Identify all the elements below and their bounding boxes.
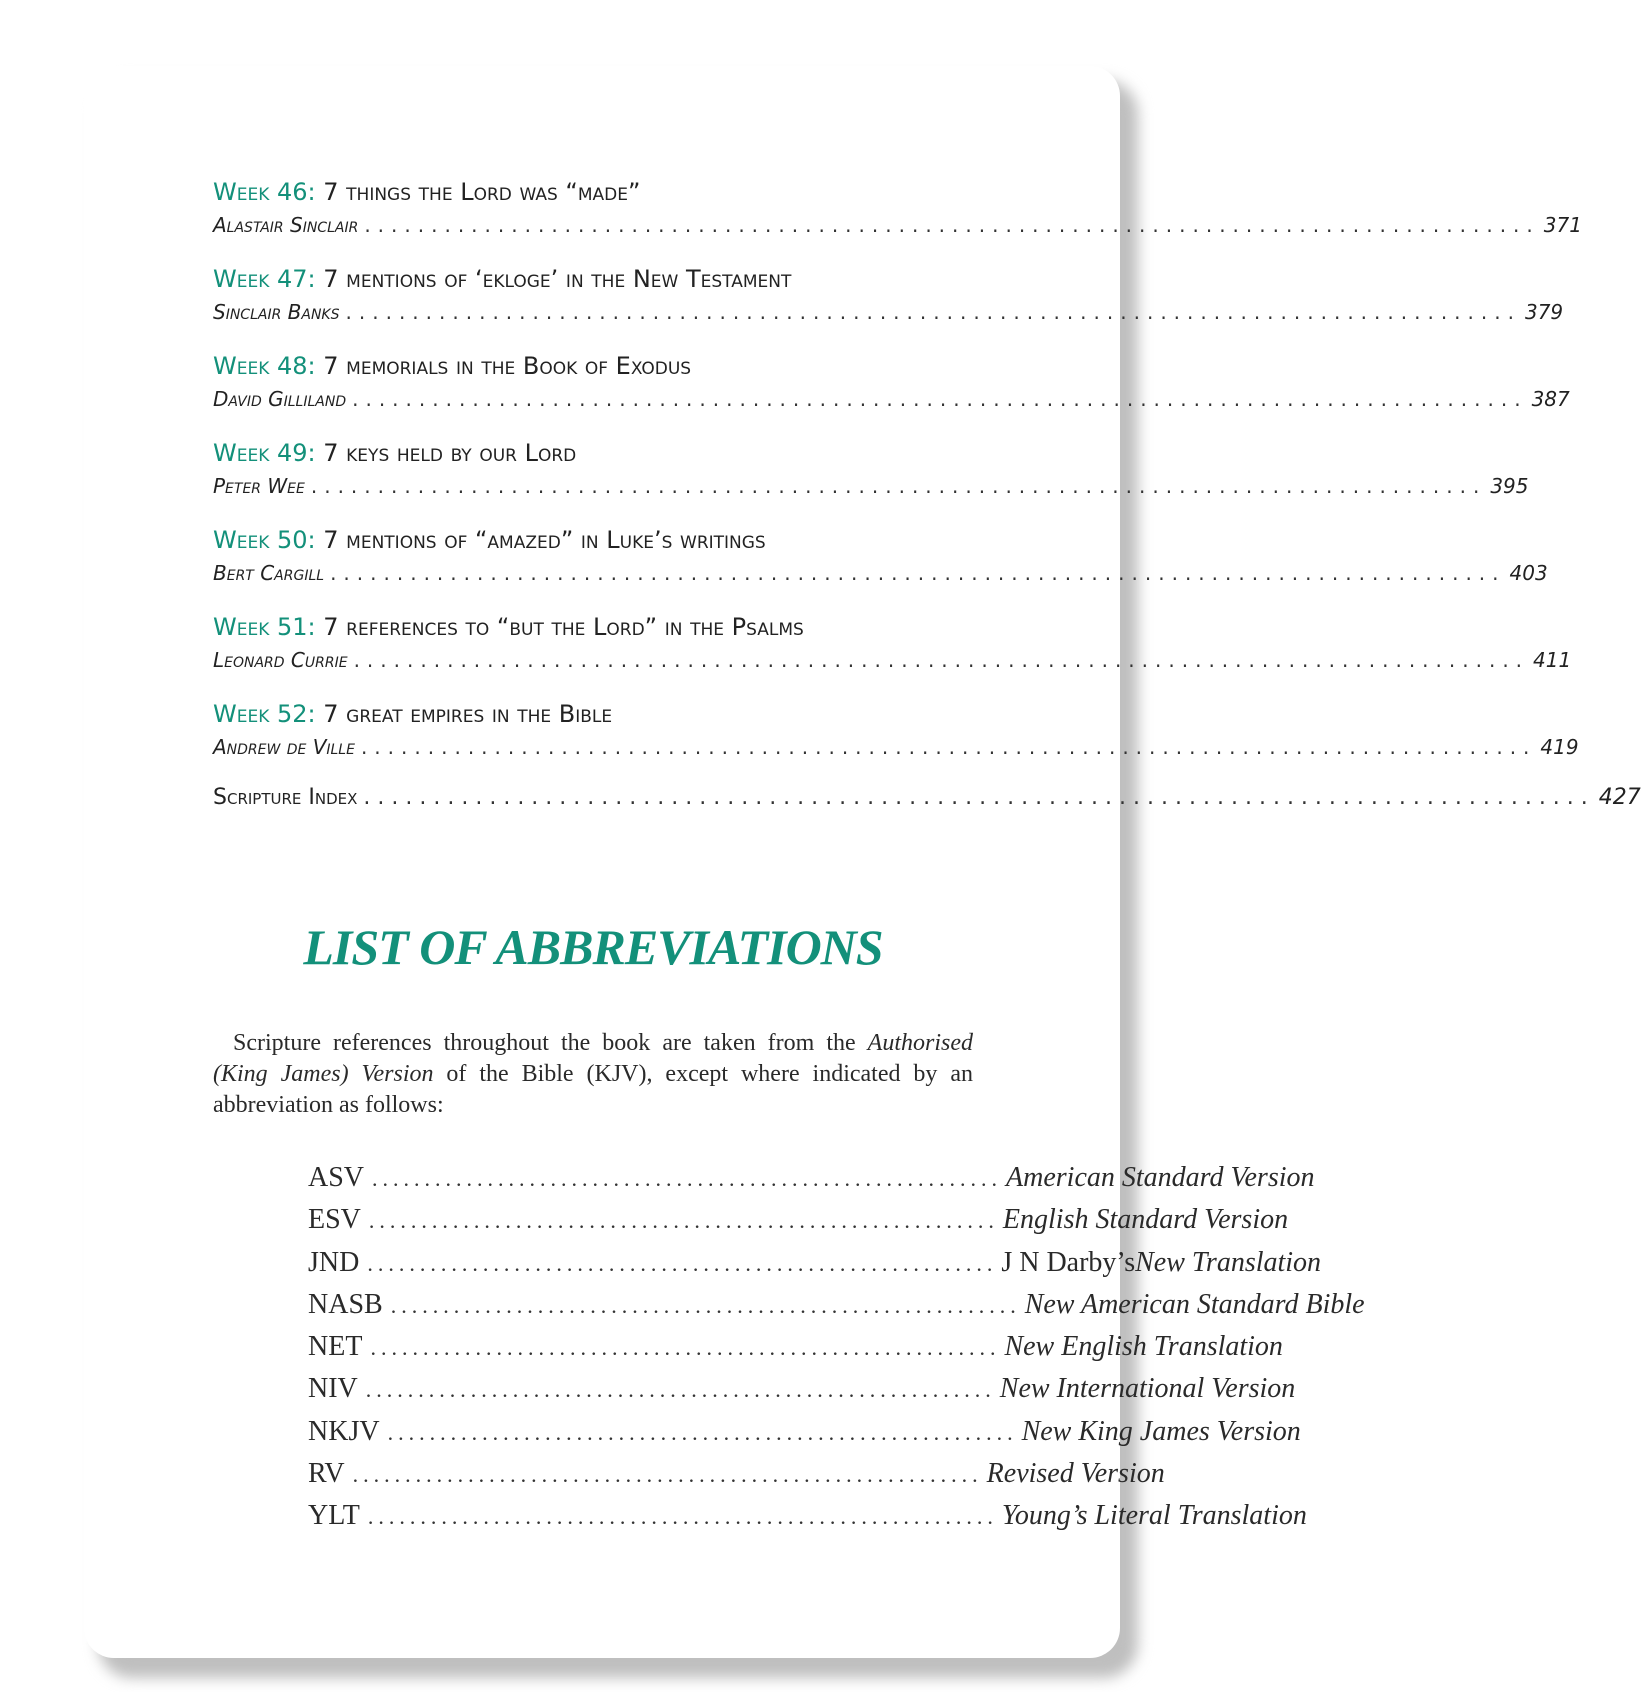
abbreviation-row bbox=[308, 1373, 1296, 1415]
abbreviation-code: ESV bbox=[308, 1204, 361, 1236]
abbreviation-name: New King James Version bbox=[1021, 1415, 1301, 1447]
toc-author-line bbox=[213, 471, 1529, 501]
week-title: 7 things the Lord was “made” bbox=[323, 178, 641, 206]
abbreviation-name: Revised Version bbox=[986, 1458, 1165, 1490]
page-number: 411 bbox=[1533, 648, 1572, 672]
toc-entry bbox=[213, 350, 1570, 414]
abbreviations-heading: LIST OF ABBREVIATIONS bbox=[303, 919, 883, 975]
abbreviation-row bbox=[308, 1162, 1315, 1204]
abbreviation-code: NET bbox=[308, 1331, 363, 1363]
table-of-contents bbox=[213, 176, 1641, 813]
abbreviations-intro bbox=[213, 1028, 973, 1121]
page-number: 371 bbox=[1543, 213, 1582, 237]
toc-entry bbox=[213, 263, 1564, 327]
abbreviation-name: New Translation bbox=[1135, 1246, 1322, 1278]
page-number: 419 bbox=[1540, 735, 1579, 759]
abbreviation-code: RV bbox=[308, 1458, 345, 1490]
week-label: Week 48: bbox=[213, 352, 316, 380]
page-number: 387 bbox=[1531, 387, 1570, 411]
week-label: Week 47: bbox=[213, 265, 316, 293]
abbreviation-row bbox=[308, 1288, 1365, 1331]
toc-author-line bbox=[213, 297, 1564, 327]
abbreviation-row bbox=[308, 1500, 1307, 1542]
abbreviation-code: NASB bbox=[308, 1288, 383, 1320]
week-title: 7 mentions of “amazed” in Luke’s writings bbox=[323, 526, 766, 554]
abbreviation-row bbox=[308, 1415, 1301, 1458]
abbreviation-row bbox=[308, 1331, 1283, 1373]
author-name: Peter Wee bbox=[213, 474, 305, 498]
toc-entry bbox=[213, 611, 1572, 675]
abbreviation-name: English Standard Version bbox=[1002, 1204, 1289, 1236]
toc-entry bbox=[213, 524, 1548, 588]
dot-leader: ........................................................................................ bbox=[345, 300, 1521, 324]
week-title: 7 memorials in the Book of Exodus bbox=[323, 352, 692, 380]
week-label: Week 50: bbox=[213, 526, 316, 554]
week-title: 7 great empires in the Bible bbox=[323, 700, 613, 728]
abbreviation-code: NIV bbox=[308, 1373, 358, 1405]
author-name: Sinclair Banks bbox=[213, 300, 340, 324]
abbreviation-name: New English Translation bbox=[1004, 1331, 1283, 1363]
toc-week-line bbox=[213, 263, 973, 297]
abbreviation-name: New International Version bbox=[999, 1373, 1296, 1405]
abbreviation-row bbox=[308, 1246, 1322, 1289]
dot-leader: ............................................................ bbox=[352, 1462, 983, 1488]
toc-week-line bbox=[213, 176, 973, 210]
dot-leader: ............................................................ bbox=[372, 1166, 1003, 1191]
author-name: Alastair Sinclair bbox=[213, 213, 359, 237]
toc-entry bbox=[213, 698, 1579, 762]
abbreviation-name: American Standard Version bbox=[1006, 1162, 1315, 1193]
author-name: David Gilliland bbox=[213, 387, 347, 411]
abbreviation-row bbox=[308, 1204, 1289, 1246]
dot-leader: ........................................................................................ bbox=[363, 785, 1595, 810]
abbreviation-list bbox=[308, 1162, 1365, 1543]
week-title: 7 references to “but the Lord” in the Psalms bbox=[323, 613, 804, 641]
toc-entry bbox=[213, 176, 1582, 240]
week-title: 7 keys held by our Lord bbox=[323, 439, 577, 467]
toc-author-line bbox=[213, 645, 1572, 675]
abbreviation-name-plain: J N Darby’s bbox=[1001, 1246, 1136, 1278]
toc-author-line bbox=[213, 210, 1582, 240]
dot-leader: ........................................................................................ bbox=[360, 735, 1537, 759]
dot-leader: ............................................................ bbox=[367, 1250, 998, 1276]
toc-week-line bbox=[213, 437, 973, 471]
dot-leader: ........................................................................................ bbox=[353, 648, 1530, 672]
intro-text-start: Scripture references throughout the book are taken from the bbox=[233, 1030, 868, 1056]
toc-week-line bbox=[213, 350, 973, 384]
week-label: Week 49: bbox=[213, 439, 316, 467]
abbreviation-name: Young’s Literal Translation bbox=[1001, 1500, 1307, 1532]
dot-leader: ............................................................ bbox=[390, 1292, 1021, 1318]
dot-leader: ............................................................ bbox=[365, 1377, 996, 1403]
dot-leader: ........................................................................................ bbox=[330, 561, 1506, 585]
dot-leader: ............................................................ bbox=[368, 1208, 999, 1234]
dot-leader: ........................................................................................ bbox=[352, 387, 1528, 411]
dot-leader: ............................................................ bbox=[367, 1504, 998, 1530]
dot-leader: ............................................................ bbox=[387, 1419, 1018, 1445]
abbreviation-code: ASV bbox=[308, 1162, 365, 1193]
toc-author-line bbox=[213, 732, 1579, 762]
author-name: Andrew de Ville bbox=[213, 735, 355, 759]
page-number: 395 bbox=[1490, 474, 1529, 498]
intro-text-end: of the Bible (KJV), except where indicated by an abbreviation as follows: bbox=[213, 1061, 973, 1118]
week-label: Week 51: bbox=[213, 613, 316, 641]
dot-leader: ........................................................................................ bbox=[364, 213, 1540, 237]
week-title: 7 mentions of ‘ekloge’ in the New Testament bbox=[323, 265, 792, 293]
toc-week-line bbox=[213, 698, 973, 732]
toc-week-line bbox=[213, 524, 973, 558]
dot-leader: ............................................................ bbox=[370, 1335, 1001, 1361]
week-label: Week 52: bbox=[213, 700, 316, 728]
toc-author-line bbox=[213, 558, 1548, 588]
dot-leader: ........................................................................................ bbox=[310, 474, 1487, 498]
author-name: Leonard Currie bbox=[213, 648, 348, 672]
week-label: Week 46: bbox=[213, 178, 316, 206]
index-label: Scripture Index bbox=[213, 785, 358, 810]
abbreviation-code: NKJV bbox=[308, 1415, 380, 1447]
intro-version-name: Authorised (King James) Version bbox=[213, 1030, 973, 1087]
page-number: 427 bbox=[1598, 785, 1641, 810]
toc-index-entry bbox=[213, 783, 1641, 813]
toc-entry bbox=[213, 437, 1529, 501]
toc-author-line bbox=[213, 384, 1570, 414]
toc-week-line bbox=[213, 611, 973, 645]
abbreviation-row bbox=[308, 1458, 1165, 1500]
page-number: 403 bbox=[1509, 561, 1548, 585]
abbreviation-code: YLT bbox=[308, 1500, 360, 1532]
abbreviation-code: JND bbox=[308, 1246, 360, 1278]
abbreviation-name: New American Standard Bible bbox=[1024, 1288, 1365, 1320]
page-number: 379 bbox=[1524, 300, 1564, 324]
author-name: Bert Cargill bbox=[213, 561, 325, 585]
